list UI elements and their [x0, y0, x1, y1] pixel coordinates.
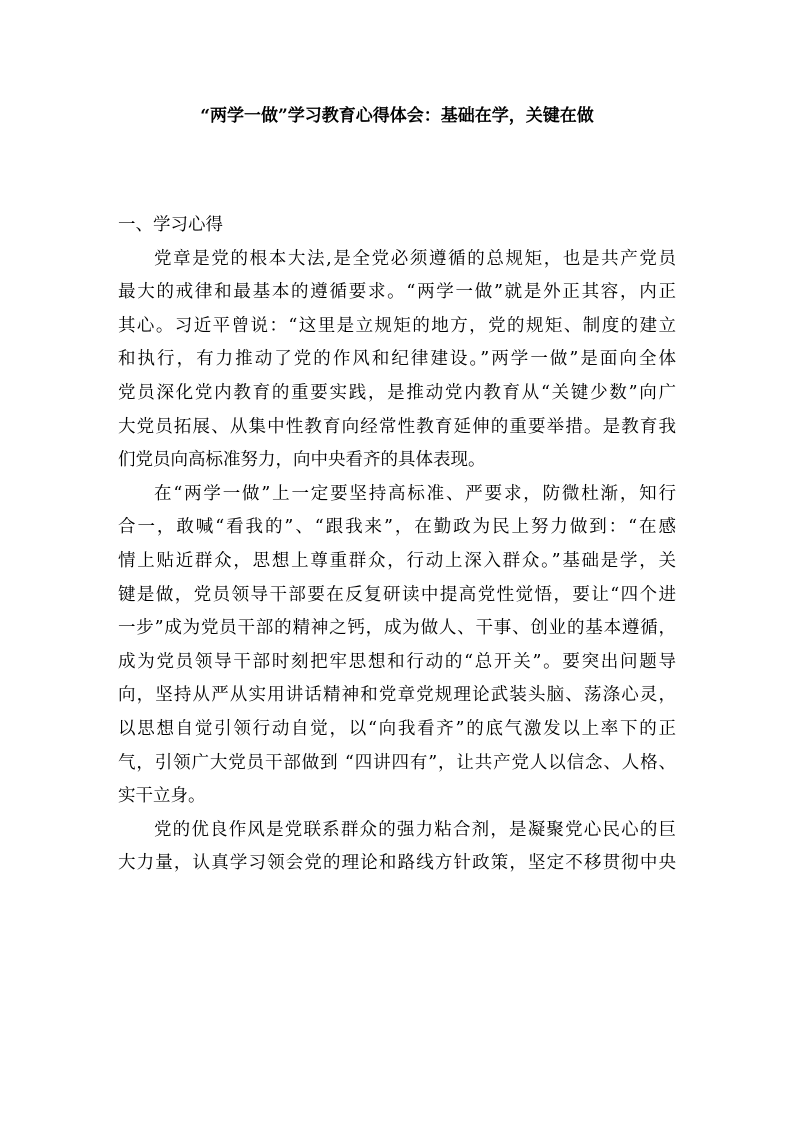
paragraph-line: 一步”成为党员干部的精神之钙，成为做人、干事、创业的基本遵循， — [118, 618, 676, 639]
paragraph-line: 大力量，认真学习领会党的理论和路线方针政策，坚定不移贯彻中央 — [118, 853, 676, 874]
paragraph-line: 们党员向高标准努力，向中央看齐的具体表现。 — [118, 450, 486, 471]
paragraph-2 — [118, 478, 676, 814]
paragraph-line: 合一，敢喊“看我的”、“跟我来”，在勤政为民上努力做到：“在感 — [118, 517, 676, 538]
document-title: “两学一做”学习教育心得体会：基础在学，关键在做 — [200, 106, 594, 126]
paragraph-line: 成为党员领导干部时刻把牢思想和行动的“总开关”。要突出问题导 — [118, 651, 676, 672]
paragraph-1 — [118, 243, 676, 478]
paragraph-line: 以思想自觉引领行动自觉，以“向我看齐”的底气激发以上率下的正 — [118, 718, 676, 739]
paragraph-line: 实干立身。 — [118, 786, 206, 807]
paragraph-line: 大党员拓展、从集中性教育向经常性教育延伸的重要举措。是教育我 — [118, 416, 676, 437]
paragraph-line: 气，引领广大党员干部做到 “四讲四有”，让共产党人以信念、人格、 — [118, 752, 676, 773]
paragraph-line: 党的优良作风是党联系群众的强力粘合剂，是凝聚党心民心的巨 — [154, 819, 676, 840]
paragraph-line: 党章是党的根本大法,是全党必须遵循的总规矩，也是共产党员 — [154, 248, 676, 269]
paragraph-line: 和执行，有力推动了党的作风和纪律建设。”两学一做”是面向全体 — [118, 349, 676, 370]
paragraph-line: 党员深化党内教育的重要实践，是推动党内教育从“关键少数”向广 — [118, 382, 676, 403]
paragraph-line: 最大的戒律和最基本的遵循要求。“两学一做”就是外正其容，内正 — [118, 282, 676, 303]
paragraph-3 — [118, 814, 676, 881]
section-heading: 一、学习心得 — [118, 215, 223, 235]
paragraph-line: 键是做，党员领导干部要在反复研读中提高党性觉悟，要让“四个进 — [118, 584, 676, 605]
paragraph-line: 情上贴近群众，思想上尊重群众，行动上深入群众。”基础是学，关 — [118, 550, 676, 571]
paragraph-line: 在“两学一做”上一定要坚持高标准、严要求，防微杜渐，知行 — [154, 483, 676, 504]
paragraph-line: 其心。习近平曾说：“这里是立规矩的地方，党的规矩、制度的建立 — [118, 315, 676, 336]
paragraph-line: 向，坚持从严从实用讲话精神和党章党规理论武装头脑、荡涤心灵， — [118, 685, 676, 706]
document-body — [118, 209, 676, 881]
